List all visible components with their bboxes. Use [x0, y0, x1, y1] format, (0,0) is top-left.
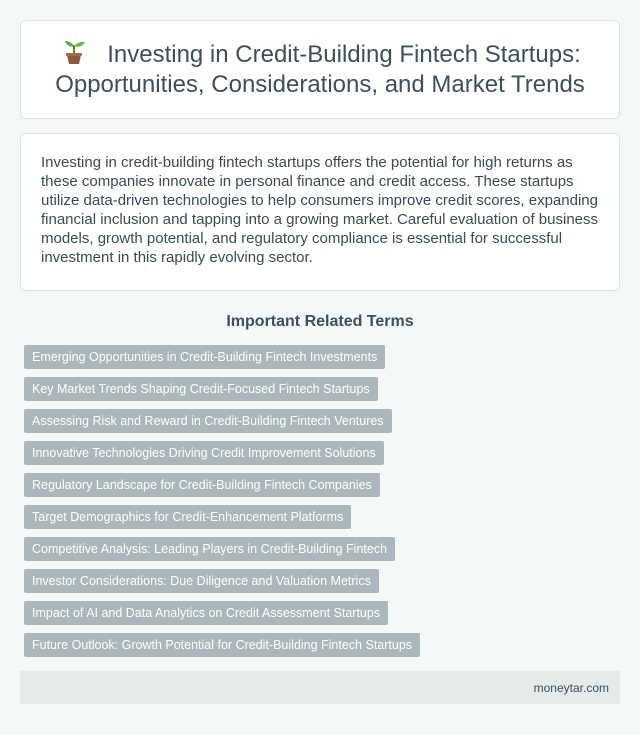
related-term-tag[interactable]: Regulatory Landscape for Credit-Building Fintech Companies — [24, 473, 380, 497]
related-term-item — [24, 409, 616, 441]
related-term-item — [24, 569, 616, 601]
page-title — [45, 39, 595, 100]
page-title-text: Investing in Credit-Building Fintech Startups: Opportunities, Considerations, and Market Trends — [55, 41, 585, 98]
related-term-item — [24, 601, 616, 633]
related-term-tag[interactable]: Investor Considerations: Due Diligence and Valuation Metrics — [24, 569, 379, 593]
related-terms-list — [24, 345, 616, 665]
footer-bar — [20, 671, 620, 704]
footer-site-link[interactable]: moneytar.com — [533, 680, 609, 695]
related-term-item — [24, 441, 616, 473]
related-term-item — [24, 537, 616, 569]
related-term-item — [24, 633, 616, 665]
intro-card — [20, 133, 620, 291]
related-term-tag[interactable]: Impact of AI and Data Analytics on Credit Assessment Startups — [24, 601, 388, 625]
related-term-item — [24, 505, 616, 537]
intro-paragraph: Investing in credit-building fintech startups offers the potential for high returns as these companies innovate in personal finance and credit access. These startups utilize data-driven technologies to help consumers improve credit scores, expanding financial inclusion and tapping into a growing market. Careful evaluation of business models, growth potential, and regulatory compliance is essential for successful investment in this rapidly evolving sector. — [41, 154, 598, 266]
sprout-icon — [59, 39, 89, 65]
related-term-tag[interactable]: Assessing Risk and Reward in Credit-Building Fintech Ventures — [24, 409, 392, 433]
related-terms-heading: Important Related Terms — [226, 313, 414, 330]
related-term-tag[interactable]: Target Demographics for Credit-Enhancement Platforms — [24, 505, 351, 529]
related-term-tag[interactable]: Emerging Opportunities in Credit-Building Fintech Investments — [24, 345, 385, 369]
related-term-item — [24, 473, 616, 505]
related-term-tag[interactable]: Key Market Trends Shaping Credit-Focused Fintech Startups — [24, 377, 378, 401]
title-card — [20, 20, 620, 119]
related-term-tag[interactable]: Future Outlook: Growth Potential for Credit-Building Fintech Startups — [24, 633, 420, 657]
related-term-tag[interactable]: Innovative Technologies Driving Credit Improvement Solutions — [24, 441, 384, 465]
related-term-item — [24, 345, 616, 377]
related-term-tag[interactable]: Competitive Analysis: Leading Players in Credit-Building Fintech — [24, 537, 395, 561]
related-term-item — [24, 377, 616, 409]
